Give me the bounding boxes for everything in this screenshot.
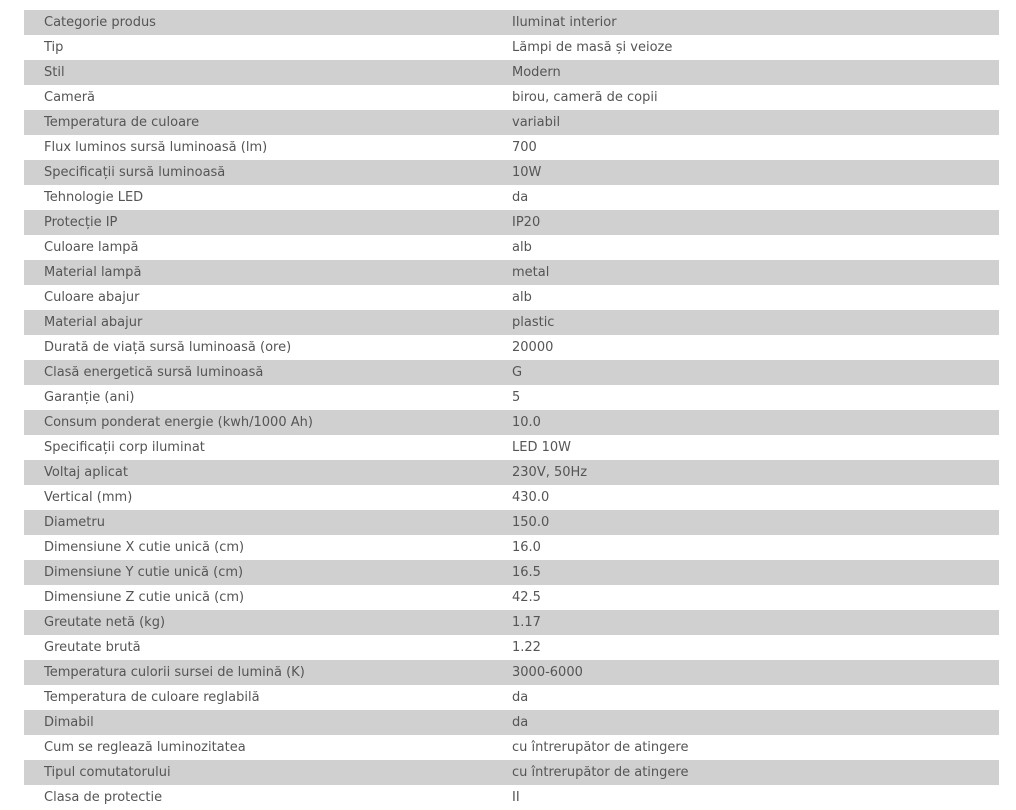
table-row (24, 485, 999, 510)
table-row (24, 785, 999, 810)
spec-label: Tehnologie LED (44, 190, 144, 205)
table-row (24, 260, 999, 285)
spec-label: Garanție (ani) (44, 390, 135, 405)
spec-value: 16.5 (512, 565, 541, 580)
spec-value: plastic (512, 315, 555, 330)
spec-value: birou, cameră de copii (512, 90, 658, 105)
spec-value: da (512, 690, 529, 705)
spec-label: Greutate netă (kg) (44, 615, 166, 630)
spec-value: da (512, 715, 529, 730)
spec-label: Specificații corp iluminat (44, 440, 205, 455)
spec-value: 230V, 50Hz (512, 465, 588, 480)
table-row (24, 285, 999, 310)
spec-value: 1.22 (512, 640, 541, 655)
spec-value: variabil (512, 115, 561, 130)
spec-label: Greutate brută (44, 640, 141, 655)
spec-value: 1.17 (512, 615, 541, 630)
spec-label: Clasa de protectie (44, 790, 163, 805)
table-row (24, 710, 999, 735)
specifications-table (24, 10, 999, 810)
spec-label: Voltaj aplicat (44, 465, 128, 480)
spec-value: 10.0 (512, 415, 541, 430)
spec-label: Tipul comutatorului (44, 765, 171, 780)
spec-label: Material lampă (44, 265, 142, 280)
table-row (24, 60, 999, 85)
spec-label: Consum ponderat energie (kwh/1000 Ah) (44, 415, 313, 430)
spec-value: LED 10W (512, 440, 571, 455)
table-row (24, 385, 999, 410)
spec-label: Diametru (44, 515, 105, 530)
table-row (24, 635, 999, 660)
table-row (24, 110, 999, 135)
spec-label: Cameră (44, 90, 96, 105)
spec-value: 150.0 (512, 515, 550, 530)
spec-value: 3000-6000 (512, 665, 583, 680)
spec-label: Temperatura de culoare (44, 115, 200, 130)
table-row (24, 35, 999, 60)
spec-value: Modern (512, 65, 561, 80)
spec-label: Specificații sursă luminoasă (44, 165, 226, 180)
table-row (24, 660, 999, 685)
spec-value: 20000 (512, 340, 554, 355)
spec-label: Flux luminos sursă luminoasă (lm) (44, 140, 268, 155)
spec-label: Protecție IP (44, 215, 118, 230)
spec-label: Vertical (mm) (44, 490, 133, 505)
table-row (24, 535, 999, 560)
spec-value: 10W (512, 165, 542, 180)
table-row (24, 135, 999, 160)
table-row (24, 685, 999, 710)
spec-label: Material abajur (44, 315, 143, 330)
table-row (24, 460, 999, 485)
table-row (24, 435, 999, 460)
table-row (24, 410, 999, 435)
table-row (24, 210, 999, 235)
spec-label: Categorie produs (44, 15, 156, 30)
spec-label: Dimensiune X cutie unică (cm) (44, 540, 245, 555)
spec-label: Clasă energetică sursă luminoasă (44, 365, 264, 380)
table-row (24, 735, 999, 760)
spec-label: Culoare abajur (44, 290, 140, 305)
spec-value: II (512, 790, 520, 805)
spec-value: IP20 (512, 215, 541, 230)
table-row (24, 585, 999, 610)
table-row (24, 85, 999, 110)
table-row (24, 510, 999, 535)
spec-value: 16.0 (512, 540, 541, 555)
spec-value: alb (512, 240, 532, 255)
spec-value: Iluminat interior (512, 15, 617, 30)
table-row (24, 185, 999, 210)
spec-label: Durată de viață sursă luminoasă (ore) (44, 340, 292, 355)
spec-label: Dimensiune Z cutie unică (cm) (44, 590, 245, 605)
spec-value: 430.0 (512, 490, 550, 505)
spec-value: cu întrerupător de atingere (512, 740, 689, 755)
spec-label: Temperatura culorii sursei de lumină (K) (44, 665, 305, 680)
spec-value: G (512, 365, 523, 380)
spec-value: 5 (512, 390, 521, 405)
spec-value: metal (512, 265, 550, 280)
table-row (24, 160, 999, 185)
table-row (24, 335, 999, 360)
spec-value: 42.5 (512, 590, 541, 605)
spec-value: Lămpi de masă și veioze (512, 40, 673, 55)
spec-label: Cum se reglează luminozitatea (44, 740, 246, 755)
table-row (24, 235, 999, 260)
table-row (24, 560, 999, 585)
spec-label: Dimensiune Y cutie unică (cm) (44, 565, 244, 580)
table-row (24, 10, 999, 35)
table-row (24, 760, 999, 785)
table-row (24, 310, 999, 335)
spec-label: Dimabil (44, 715, 94, 730)
spec-label: Stil (44, 65, 65, 80)
spec-value: 700 (512, 140, 537, 155)
table-row (24, 360, 999, 385)
table-row (24, 610, 999, 635)
spec-value: cu întrerupător de atingere (512, 765, 689, 780)
spec-label: Tip (44, 40, 64, 55)
spec-label: Temperatura de culoare reglabilă (44, 690, 260, 705)
spec-value: da (512, 190, 529, 205)
spec-value: alb (512, 290, 532, 305)
spec-label: Culoare lampă (44, 240, 139, 255)
